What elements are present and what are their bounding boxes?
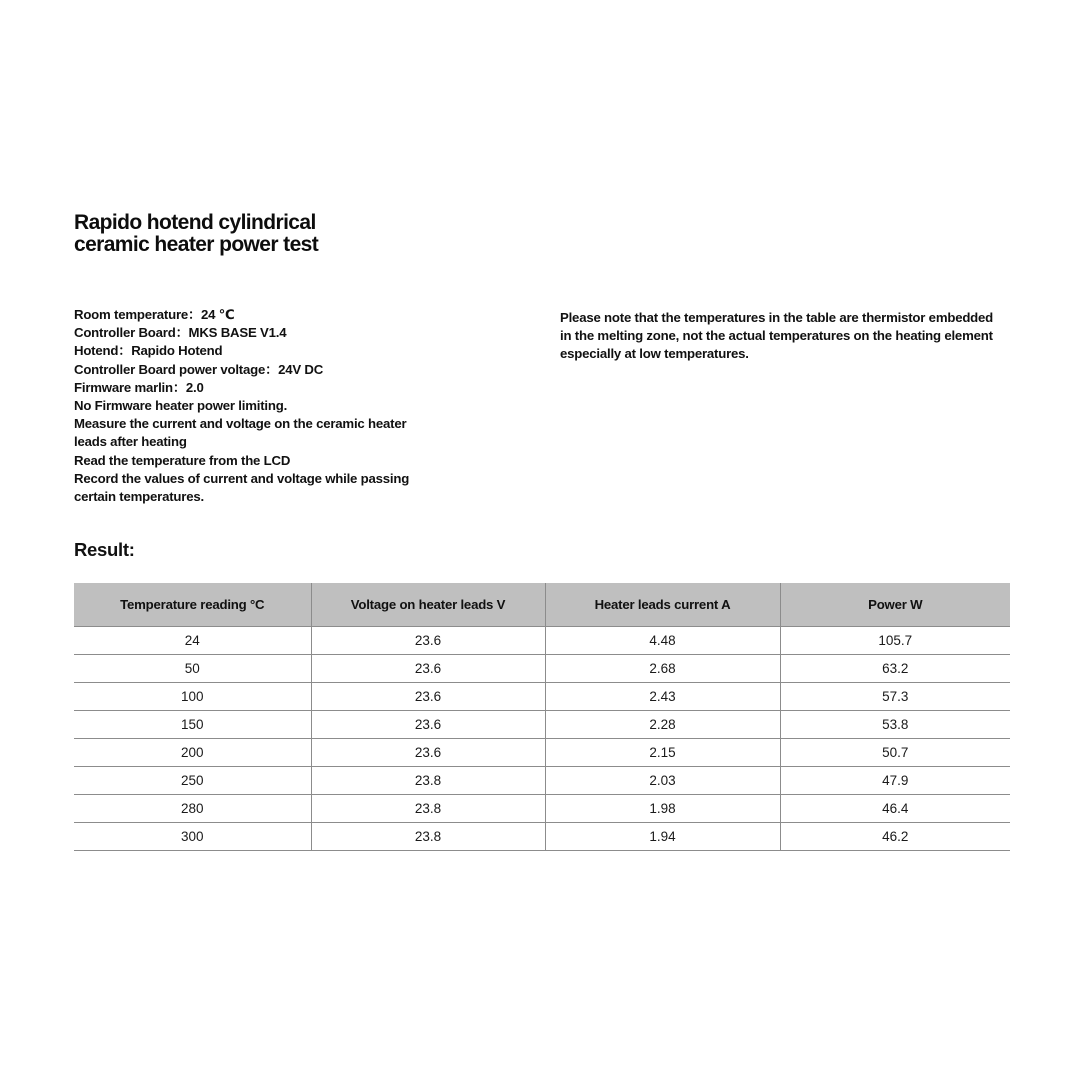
- cell-voltage: 23.6: [311, 683, 545, 711]
- table-row: [74, 711, 1010, 739]
- cell-temperature: 280: [74, 795, 311, 823]
- note-line-3: especially at low temperatures.: [560, 346, 749, 362]
- cell-power: 57.3: [780, 683, 1010, 711]
- table-row: [74, 795, 1010, 823]
- cell-voltage: 23.8: [311, 795, 545, 823]
- cell-voltage: 23.8: [311, 823, 545, 851]
- cell-current: 2.68: [545, 655, 780, 683]
- spec-measure-line-1: Measure the current and voltage on the ceramic heater: [74, 416, 407, 432]
- spec-room-temperature: Room temperature：24 ℃: [74, 307, 235, 322]
- spec-no-power-limiting: No Firmware heater power limiting.: [74, 398, 288, 414]
- cell-temperature: 100: [74, 683, 311, 711]
- note-line-1: Please note that the temperatures in the table are thermistor embedded: [560, 310, 994, 325]
- header-voltage: Voltage on heater leads V: [311, 583, 545, 627]
- table-header-row: [74, 583, 1010, 627]
- cell-current: 2.15: [545, 739, 780, 767]
- spec-record-line-1: Record the values of current and voltage while passing: [74, 470, 410, 486]
- cell-power: 46.2: [780, 823, 1010, 851]
- cell-current: 1.94: [545, 823, 780, 851]
- cell-voltage: 23.6: [311, 627, 545, 655]
- header-current: Heater leads current A: [545, 583, 780, 627]
- cell-voltage: 23.6: [311, 711, 545, 739]
- title-line-1: Rapido hotend cylindrical: [74, 211, 316, 234]
- table-row: [74, 683, 1010, 711]
- cell-temperature: 150: [74, 711, 311, 739]
- spec-record-line-2: certain temperatures.: [74, 489, 204, 505]
- page-title: [74, 212, 318, 256]
- spec-measure-line-2: leads after heating: [74, 434, 187, 450]
- result-heading: Result:: [74, 539, 135, 560]
- cell-power: 50.7: [780, 739, 1010, 767]
- table-row: [74, 739, 1010, 767]
- table-row: [74, 655, 1010, 683]
- table-row: [74, 767, 1010, 795]
- results-table: [74, 583, 1010, 851]
- cell-current: 2.28: [545, 711, 780, 739]
- cell-power: 53.8: [780, 711, 1010, 739]
- table-row: [74, 823, 1010, 851]
- header-temperature: Temperature reading °C: [74, 583, 311, 627]
- cell-current: 2.43: [545, 683, 780, 711]
- note-line-2: in the melting zone, not the actual temperatures on the heating element: [560, 328, 993, 344]
- cell-current: 4.48: [545, 627, 780, 655]
- cell-temperature: 50: [74, 655, 311, 683]
- title-line-2: ceramic heater power test: [74, 233, 319, 256]
- cell-temperature: 250: [74, 767, 311, 795]
- cell-power: 47.9: [780, 767, 1010, 795]
- cell-current: 1.98: [545, 795, 780, 823]
- cell-temperature: 300: [74, 823, 311, 851]
- table-row: [74, 627, 1010, 655]
- temperature-note: [560, 309, 1015, 364]
- cell-voltage: 23.8: [311, 767, 545, 795]
- cell-temperature: 24: [74, 627, 311, 655]
- spec-controller-board: Controller Board：MKS BASE V1.4: [74, 325, 287, 341]
- cell-current: 2.03: [545, 767, 780, 795]
- cell-power: 105.7: [780, 627, 1010, 655]
- spec-hotend: Hotend：Rapido Hotend: [74, 343, 223, 359]
- spec-board-power-voltage: Controller Board power voltage：24V DC: [74, 361, 324, 377]
- spec-firmware: Firmware marlin：2.0: [74, 379, 204, 395]
- header-power: Power W: [780, 583, 1010, 627]
- cell-power: 46.4: [780, 795, 1010, 823]
- cell-voltage: 23.6: [311, 739, 545, 767]
- test-setup-specs: [74, 306, 434, 506]
- cell-power: 63.2: [780, 655, 1010, 683]
- cell-temperature: 200: [74, 739, 311, 767]
- spec-read-temperature: Read the temperature from the LCD: [74, 452, 291, 468]
- cell-voltage: 23.6: [311, 655, 545, 683]
